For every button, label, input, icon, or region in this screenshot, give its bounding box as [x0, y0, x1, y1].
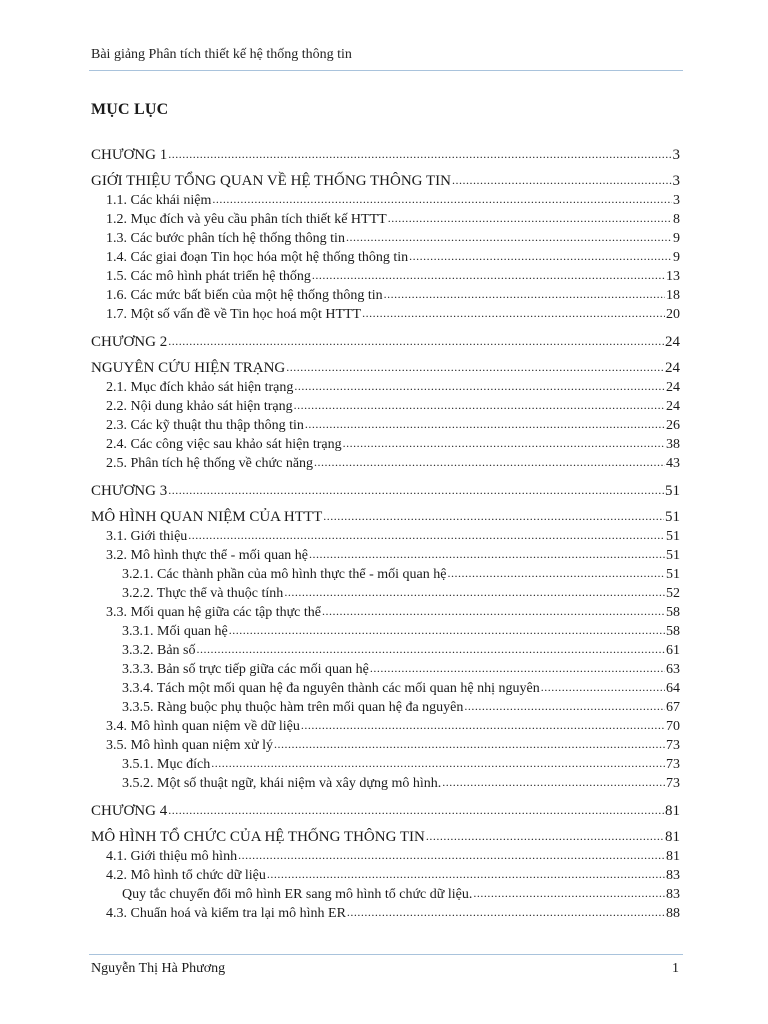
toc-leader-dots	[343, 434, 665, 453]
toc-entry-title: 2.3. Các kỹ thuật thu thập thông tin	[106, 418, 304, 433]
toc-entry-page: 83	[666, 868, 680, 883]
toc-leader-dots	[464, 697, 665, 716]
toc-entry[interactable]	[91, 332, 680, 352]
toc-entry-title: 3.5.1. Mục đích	[122, 757, 211, 772]
toc-entry[interactable]	[91, 698, 680, 717]
toc-entry-page: 51	[666, 567, 680, 582]
toc-entry-page: 18	[666, 288, 680, 303]
toc-entry-title: CHƯƠNG 3	[91, 483, 168, 499]
toc-entry-title: 3.3.5. Ràng buộc phụ thuộc hàm trên mối quan hệ đa nguyên	[122, 700, 464, 715]
toc-leader-dots	[168, 800, 664, 820]
toc-leader-dots	[442, 773, 665, 792]
toc-entry-page: 20	[666, 307, 680, 322]
toc-entry-page: 3	[673, 193, 680, 208]
toc-entry[interactable]	[91, 546, 680, 565]
toc-entry-page: 8	[673, 212, 680, 227]
toc-entry[interactable]	[91, 248, 680, 267]
toc-leader-dots	[541, 678, 665, 697]
toc-leader-dots	[347, 903, 665, 922]
toc-entry-page: 24	[665, 334, 680, 350]
toc-entry-title: 1.7. Một số vấn đề về Tin học hoá một HTTT	[106, 307, 362, 322]
toc-entry-title: Quy tắc chuyển đổi mô hình ER sang mô hình tổ chức dữ liệu.	[122, 887, 473, 902]
toc-entry-title: CHƯƠNG 4	[91, 803, 168, 819]
toc-leader-dots	[322, 602, 665, 621]
toc-entry-page: 81	[665, 829, 680, 845]
toc-entry[interactable]	[91, 904, 680, 923]
toc-entry-page: 81	[665, 803, 680, 819]
toc-entry-title: 3.3.3. Bản số trực tiếp giữa các mối quan hệ	[122, 662, 369, 677]
toc-entry-title: 1.5. Các mô hình phát triển hệ thống	[106, 269, 311, 284]
toc-leader-dots	[314, 453, 665, 472]
toc-leader-dots	[409, 247, 672, 266]
toc-leader-dots	[238, 846, 665, 865]
toc-entry-page: 24	[665, 360, 680, 376]
toc-entry-title: 2.5. Phân tích hệ thống về chức năng	[106, 456, 314, 471]
toc-entry-page: 9	[673, 250, 680, 265]
toc-entry-page: 70	[666, 719, 680, 734]
toc-entry[interactable]	[91, 171, 680, 191]
toc-entry[interactable]	[91, 286, 680, 305]
toc-leader-dots	[426, 826, 664, 846]
toc-leader-dots	[168, 331, 664, 351]
toc-entry-title: 1.4. Các giai đoạn Tin học hóa một hệ thống thông tin	[106, 250, 409, 265]
toc-entry[interactable]	[91, 527, 680, 546]
toc-entry[interactable]	[91, 866, 680, 885]
toc-entry-title: 1.6. Các mức bất biến của một hệ thống thông tin	[106, 288, 383, 303]
toc-leader-dots	[197, 640, 666, 659]
toc-leader-dots	[370, 659, 665, 678]
toc-leader-dots	[168, 144, 671, 164]
toc-entry[interactable]	[91, 378, 680, 397]
toc-entry[interactable]	[91, 305, 680, 324]
toc-leader-dots	[473, 884, 665, 903]
toc-entry-title: 3.5.2. Một số thuật ngữ, khái niệm và xây dựng mô hình.	[122, 776, 442, 791]
toc-entry[interactable]	[91, 660, 680, 679]
toc-entry[interactable]	[91, 736, 680, 755]
toc-entry[interactable]	[91, 229, 680, 248]
toc-leader-dots	[284, 583, 665, 602]
toc-entry[interactable]	[91, 755, 680, 774]
toc-entry-title: 3.1. Giới thiệu	[106, 529, 188, 544]
toc-entry-title: CHƯƠNG 1	[91, 147, 168, 163]
toc-entry-page: 43	[666, 456, 680, 471]
toc-leader-dots	[274, 735, 665, 754]
toc-entry-page: 67	[666, 700, 680, 715]
toc-entry-title: 3.4. Mô hình quan niệm về dữ liệu	[106, 719, 300, 734]
toc-leader-dots	[168, 480, 664, 500]
toc-entry-page: 13	[666, 269, 680, 284]
toc-entry-title: 3.2.2. Thực thể và thuộc tính	[122, 586, 284, 601]
toc-leader-dots	[212, 190, 672, 209]
toc-entry-page: 3	[672, 173, 680, 189]
toc-entry[interactable]	[91, 358, 680, 378]
toc-entry-title: 1.2. Mục đích và yêu cầu phân tích thiết kế HTTT	[106, 212, 387, 227]
toc-entry[interactable]	[91, 717, 680, 736]
toc-entry[interactable]	[91, 481, 680, 501]
toc-leader-dots	[229, 621, 665, 640]
toc-entry-title: 3.3.2. Bản số	[122, 643, 196, 658]
toc-entry-page: 38	[666, 437, 680, 452]
toc-entry-title: 2.2. Nội dung khảo sát hiện trạng	[106, 399, 293, 414]
toc-entry-title: CHƯƠNG 2	[91, 334, 168, 350]
toc-entry-page: 3	[672, 147, 680, 163]
table-of-contents	[91, 137, 680, 923]
toc-entry-title: 3.3. Mối quan hệ giữa các tập thực thể	[106, 605, 321, 620]
toc-entry[interactable]	[91, 847, 680, 866]
toc-leader-dots	[305, 415, 665, 434]
toc-entry[interactable]	[91, 801, 680, 821]
toc-leader-dots	[452, 170, 672, 190]
footer-page-number: 1	[672, 961, 679, 976]
toc-entry-page: 26	[666, 418, 680, 433]
toc-entry[interactable]	[91, 603, 680, 622]
toc-entry-page: 58	[666, 624, 680, 639]
footer-author: Nguyễn Thị Hà Phương	[91, 961, 226, 976]
toc-leader-dots	[301, 716, 665, 735]
toc-entry[interactable]	[91, 565, 680, 584]
toc-entry-page: 51	[665, 509, 680, 525]
toc-entry-page: 58	[666, 605, 680, 620]
toc-leader-dots	[267, 865, 665, 884]
toc-entry[interactable]	[91, 191, 680, 210]
header-divider	[89, 70, 683, 71]
toc-entry[interactable]	[91, 827, 680, 847]
toc-entry[interactable]	[91, 641, 680, 660]
toc-entry-page: 83	[666, 887, 680, 902]
toc-leader-dots	[286, 357, 664, 377]
toc-heading: MỤC LỤC	[91, 101, 169, 118]
toc-leader-dots	[294, 377, 665, 396]
toc-leader-dots	[312, 266, 665, 285]
toc-entry-title: 3.5. Mô hình quan niệm xử lý	[106, 738, 274, 753]
toc-entry-title: 2.1. Mục đích khảo sát hiện trạng	[106, 380, 294, 395]
toc-entry-page: 51	[666, 529, 680, 544]
toc-entry-page: 73	[666, 757, 680, 772]
toc-entry-title: GIỚI THIỆU TỔNG QUAN VỀ HỆ THỐNG THÔNG TIN	[91, 173, 451, 189]
toc-entry-title: 4.1. Giới thiệu mô hình	[106, 849, 238, 864]
toc-entry-page: 24	[666, 399, 680, 414]
toc-leader-dots	[384, 285, 665, 304]
toc-entry[interactable]	[91, 679, 680, 698]
toc-entry-page: 9	[673, 231, 680, 246]
toc-entry[interactable]	[91, 210, 680, 229]
toc-leader-dots	[362, 304, 665, 323]
toc-entry[interactable]	[91, 622, 680, 641]
toc-entry-page: 24	[666, 380, 680, 395]
toc-leader-dots	[188, 526, 665, 545]
toc-entry-title: 3.2.1. Các thành phần của mô hình thực thể - mối quan hệ	[122, 567, 447, 582]
toc-leader-dots	[447, 564, 665, 583]
toc-entry-title: NGUYÊN CỨU HIỆN TRẠNG	[91, 360, 286, 376]
toc-entry[interactable]	[91, 416, 680, 435]
toc-entry-title: 3.3.4. Tách một mối quan hệ đa nguyên thành các mối quan hệ nhị nguyên	[122, 681, 540, 696]
toc-entry-page: 64	[666, 681, 680, 696]
toc-entry[interactable]	[91, 454, 680, 473]
toc-entry-title: 3.2. Mô hình thực thể - mối quan hệ	[106, 548, 309, 563]
toc-entry-page: 63	[666, 662, 680, 677]
toc-entry[interactable]	[91, 435, 680, 454]
toc-entry[interactable]	[91, 397, 680, 416]
running-header: Bài giảng Phân tích thiết kế hệ thống thông tin	[91, 47, 352, 62]
toc-entry-page: 51	[665, 483, 680, 499]
toc-entry-page: 61	[666, 643, 680, 658]
toc-entry[interactable]	[91, 885, 680, 904]
toc-entry[interactable]	[91, 267, 680, 286]
toc-entry-title: 2.4. Các công việc sau khảo sát hiện trạng	[106, 437, 342, 452]
toc-entry[interactable]	[91, 507, 680, 527]
toc-leader-dots	[388, 209, 672, 228]
toc-entry-page: 52	[666, 586, 680, 601]
toc-entry-title: 1.1. Các khái niệm	[106, 193, 212, 208]
toc-entry-page: 51	[666, 548, 680, 563]
toc-entry-page: 73	[666, 738, 680, 753]
toc-leader-dots	[211, 754, 665, 773]
toc-entry-page: 81	[666, 849, 680, 864]
toc-entry-title: MÔ HÌNH QUAN NIỆM CỦA HTTT	[91, 509, 323, 525]
toc-leader-dots	[309, 545, 665, 564]
toc-entry-title: MÔ HÌNH TỔ CHỨC CỦA HỆ THỐNG THÔNG TIN	[91, 829, 425, 845]
toc-entry[interactable]	[91, 584, 680, 603]
toc-entry-title: 1.3. Các bước phân tích hệ thống thông tin	[106, 231, 345, 246]
footer-divider	[89, 954, 683, 955]
toc-entry-page: 73	[666, 776, 680, 791]
toc-entry-title: 4.3. Chuẩn hoá và kiểm tra lại mô hình ER	[106, 906, 346, 921]
toc-leader-dots	[323, 506, 664, 526]
toc-entry-title: 3.3.1. Mối quan hệ	[122, 624, 228, 639]
toc-entry[interactable]	[91, 774, 680, 793]
toc-entry-title: 4.2. Mô hình tổ chức dữ liệu	[106, 868, 266, 883]
toc-leader-dots	[294, 396, 665, 415]
toc-entry[interactable]	[91, 145, 680, 165]
toc-entry-page: 88	[666, 906, 680, 921]
toc-leader-dots	[346, 228, 672, 247]
